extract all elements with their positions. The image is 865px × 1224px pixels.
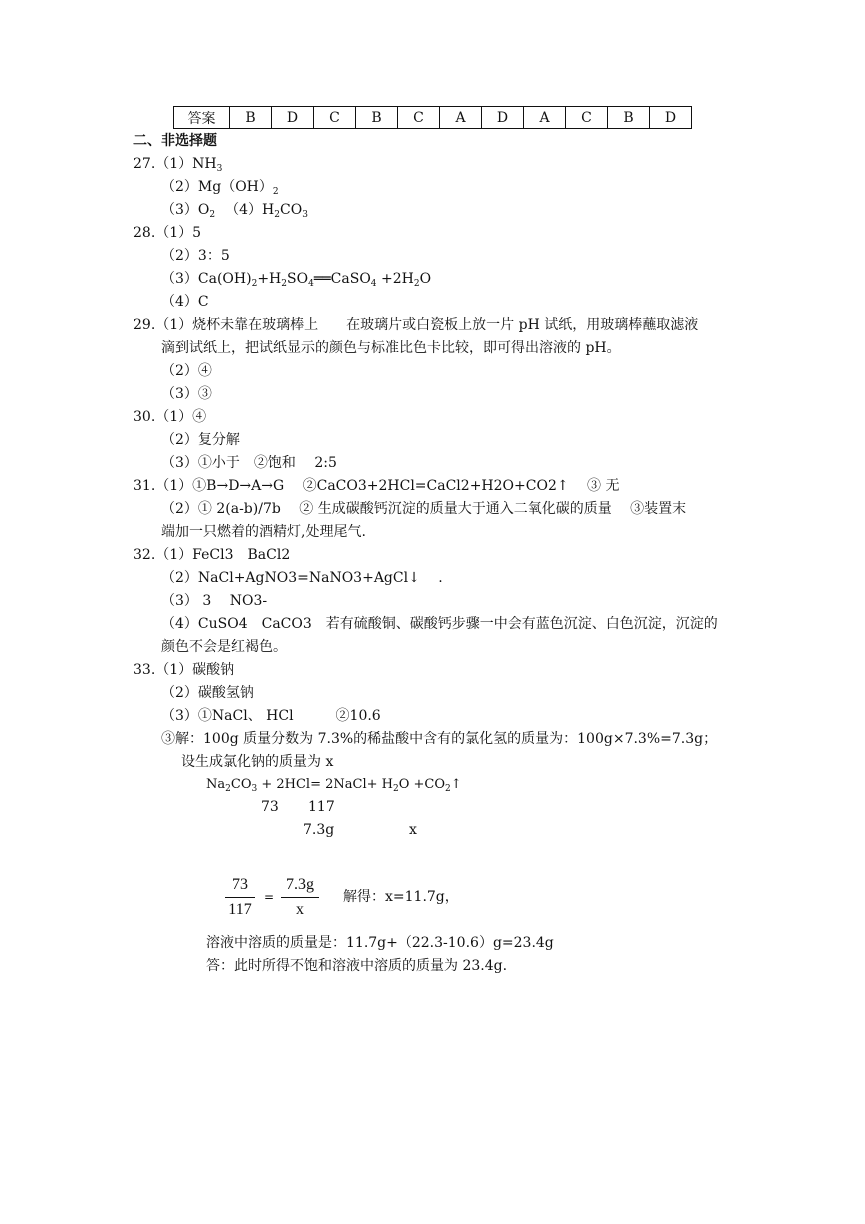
equals-sign: = <box>264 890 275 904</box>
subscript: 3 <box>251 784 258 794</box>
fraction-numerator: 7.3g <box>286 876 314 893</box>
unknown-mass: x <box>409 822 417 838</box>
equation-text: + 2HCl= 2NaCl+ H <box>257 777 393 792</box>
q33-line-3: （3）①NaCl、 HCl ②10.6 <box>161 708 381 724</box>
q28-line-1: 28.（1）5 <box>133 225 202 241</box>
fraction-2 <box>281 876 319 919</box>
fraction-denominator: x <box>296 901 304 918</box>
q27-text: （3）O <box>161 202 210 218</box>
subscript: 2 <box>225 784 231 794</box>
answer-cell: B <box>608 107 650 129</box>
molar-mass-nacl: 117 <box>308 799 335 815</box>
q27-text: （2）Mg（OH） <box>161 179 273 195</box>
subscript: 3 <box>302 210 308 220</box>
fraction-numerator: 73 <box>232 876 248 893</box>
subscript: 4 <box>308 279 314 289</box>
q32-line-2: （2）NaCl+AgNO3=NaNO3+AgCl↓ . <box>161 570 443 586</box>
answer-cell: A <box>524 107 566 129</box>
q33-line-2: （2）碳酸氢钠 <box>161 685 254 701</box>
subscript: 2 <box>392 784 399 794</box>
q27-text: CO <box>279 202 303 218</box>
q29-line-2: （2）④ <box>161 363 212 379</box>
q28-text: SO <box>287 271 309 287</box>
q28-line-4: （4）C <box>161 294 209 310</box>
q33-line-6: 溶液中溶质的质量是：11.7g+（22.3-10.6）g=23.4g <box>206 935 554 951</box>
answer-row <box>174 107 692 129</box>
equation-text: ↑ <box>450 777 462 792</box>
q33-line-1: 33.（1）碳酸钠 <box>133 662 235 678</box>
subscript: 2 <box>445 784 451 794</box>
answer-cell: C <box>398 107 440 129</box>
section-title: 二、非选择题 <box>133 133 217 149</box>
answer-cell: B <box>356 107 398 129</box>
q31-line-1: 31.（1）①B→D→A→G ②CaCO3+2HCl=CaCl2+H2O+CO2↑ ③ 无 <box>133 478 620 494</box>
subscript: 2 <box>272 187 279 197</box>
q32-line-3: （3） 3 NO3- <box>161 593 268 609</box>
q28-text: （3）Ca(OH) <box>161 271 252 287</box>
subscript: 4 <box>370 279 377 289</box>
q30-line-1: 30.（1）④ <box>133 409 207 425</box>
q27-text: 27.（1）NH <box>133 156 217 172</box>
q32-line-4: （4）CuSO4 CaCO3 若有硫酸铜、碳酸钙步骤一中会有蓝色沉淀、白色沉淀，沉淀的 <box>161 616 718 632</box>
chemical-equation <box>206 777 462 794</box>
q29-line-1b: 滴到试纸上，把试纸显示的颜色与标准比色卡比较，即可得出溶液的 pH。 <box>161 340 621 356</box>
subscript: 2 <box>251 279 258 289</box>
q29-line-1: 29.（1）烧杯未靠在玻璃棒上 在玻璃片或白瓷板上放一片 pH 试纸，用玻璃棒蘸取滤液 <box>133 317 699 333</box>
subscript: 2 <box>274 210 280 220</box>
known-mass: 7.3g <box>303 822 335 838</box>
answer-cell: D <box>482 107 524 129</box>
q27-text: （4）H <box>225 202 275 218</box>
q28-text: ══CaSO <box>313 271 371 287</box>
q31-line-2: （2）① 2(a-b)/7b ② 生成碳酸钙沉淀的质量大于通入二氧化碳的质量 ③装置末 <box>161 501 687 517</box>
subscript: 2 <box>413 279 420 289</box>
q31-line-3: 端加一只燃着的酒精灯,处理尾气. <box>161 524 366 540</box>
q32-line-5: 颜色不会是红褐色。 <box>161 639 287 655</box>
q33-line-7: 答：此时所得不饱和溶液中溶质的质量为 23.4g. <box>206 958 508 974</box>
molar-mass-hcl: 73 <box>261 799 279 815</box>
answer-cell: A <box>440 107 482 129</box>
fraction-1 <box>225 876 255 919</box>
q28-line-2: （2）3：5 <box>161 248 230 264</box>
subscript: 2 <box>209 210 216 220</box>
q28-text: O <box>419 271 432 287</box>
q28-text: +2H <box>376 271 414 287</box>
q30-line-2: （2）复分解 <box>161 432 240 448</box>
equation-text: CO <box>230 777 252 792</box>
q27-line-1 <box>133 156 223 174</box>
fraction-denominator: 117 <box>228 901 252 918</box>
answer-cell: D <box>272 107 314 129</box>
q30-line-3: （3）①小于 ②饱和 2:5 <box>161 455 337 471</box>
equation-text: O +CO <box>398 777 446 792</box>
q33-line-5: 设生成氯化钠的质量为 x <box>181 754 334 770</box>
q32-line-1: 32.（1）FeCl3 BaCl2 <box>133 547 291 563</box>
solve-result: 解得：x=11.7g， <box>343 889 459 905</box>
equation-text: Na <box>206 777 226 792</box>
answer-cell: C <box>314 107 356 129</box>
q28-line-3 <box>161 271 432 289</box>
q33-line-4: ③解：100g 质量分数为 7.3%的稀盐酸中含有的氯化氢的质量为：100g×7.3%=7.3g； <box>161 731 718 747</box>
subscript: 2 <box>281 279 287 289</box>
answer-cell: B <box>230 107 272 129</box>
q27-line-3 <box>161 202 308 220</box>
subscript: 3 <box>216 164 223 174</box>
answer-cell: D <box>650 107 692 129</box>
answer-cell: C <box>566 107 608 129</box>
answer-table <box>173 106 692 129</box>
q29-line-3: （3）③ <box>161 386 212 402</box>
q28-text: +H <box>257 271 282 287</box>
q27-line-2 <box>161 179 279 197</box>
answer-header: 答案 <box>174 107 230 129</box>
